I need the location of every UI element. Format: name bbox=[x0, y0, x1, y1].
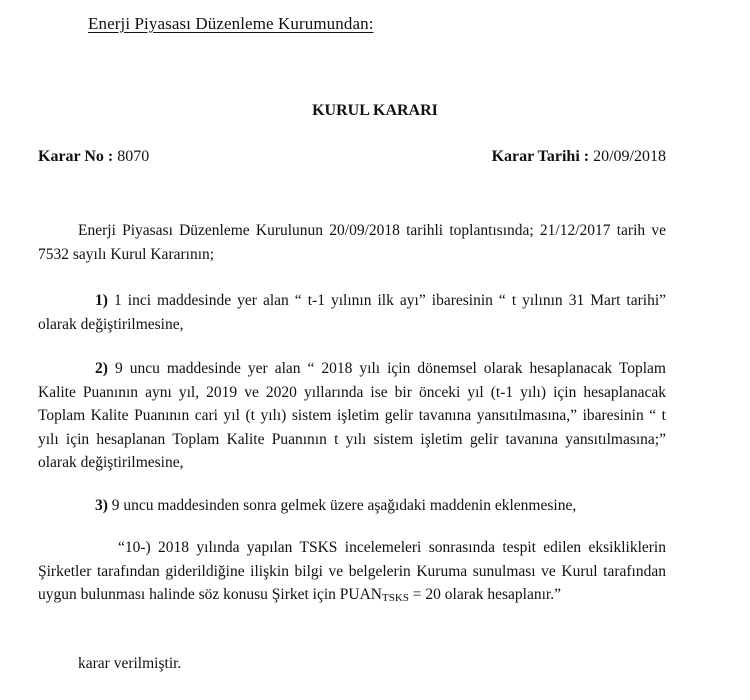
decision-number-value: 8070 bbox=[117, 148, 150, 165]
added-article-quote bbox=[38, 536, 666, 611]
intro-paragraph: Enerji Piyasası Düzenleme Kurulunun 20/09/2018 tarihli toplantısında; 21/12/2017 tarih ve 7532 sayılı Kurul Kararının; bbox=[38, 222, 666, 263]
item-1-text: 1 inci maddesinde yer alan “ t-1 yılının ilk ayı” ibaresinin “ t yılının 31 Mart tarihi” olarak değiştirilmesine, bbox=[38, 292, 667, 333]
puan-subscript: TSKS bbox=[382, 592, 409, 604]
item-2-text: 9 uncu maddesinde yer alan “ 2018 yılı için dönemsel olarak hesaplanacak Toplam Kalite Puanının aynı yıl, 2019 ve 2020 yıllarında ise bir önceki yıl (t-1 yılı) için hesaplanacak Toplam Kalite Puanının cari yıl (t yılı) sistem işletim gelir tavanına yansıtılmasına,” ibaresinin “ t yılı için hesaplanan Toplam Kalite Puanının t yılı sistem işletim gelir tavanına yansıtılmasına;” olarak değiştirilmesine, bbox=[38, 360, 666, 471]
item-2-number: 2) bbox=[95, 360, 108, 377]
decision-date-label: Karar Tarihi : bbox=[491, 148, 590, 165]
quote-text-before: “10-) 2018 yılında yapılan TSKS incelemeleri sonrasında tespit edilen eksikliklerin Şirketler tarafından giderildiğine ilişkin bilgi ve belgelerin Kuruma sunulması ve Kurul tarafından uygun bulunması halinde söz konusu Şirket için PUAN bbox=[38, 539, 666, 603]
issuing-organization: Enerji Piyasası Düzenleme Kurumundan: bbox=[88, 14, 374, 33]
item-3-number: 3) bbox=[95, 497, 108, 514]
item-2-paragraph bbox=[38, 357, 666, 475]
item-1-paragraph bbox=[38, 289, 666, 336]
item-3-paragraph bbox=[38, 494, 666, 518]
decision-date bbox=[492, 148, 666, 166]
document-title: KURUL KARARI bbox=[312, 102, 438, 119]
item-3-text: 9 uncu maddesinden sonra gelmek üzere aşağıdaki maddenin eklenmesine, bbox=[111, 497, 577, 514]
closing-statement: karar verilmiştir. bbox=[78, 655, 182, 672]
quote-text-after: = 20 olarak hesaplanır.” bbox=[408, 586, 561, 603]
decision-date-value: 20/09/2018 bbox=[593, 148, 666, 165]
decision-number-label: Karar No : bbox=[38, 148, 114, 165]
item-1-number: 1) bbox=[95, 292, 108, 309]
decision-number bbox=[38, 148, 149, 166]
